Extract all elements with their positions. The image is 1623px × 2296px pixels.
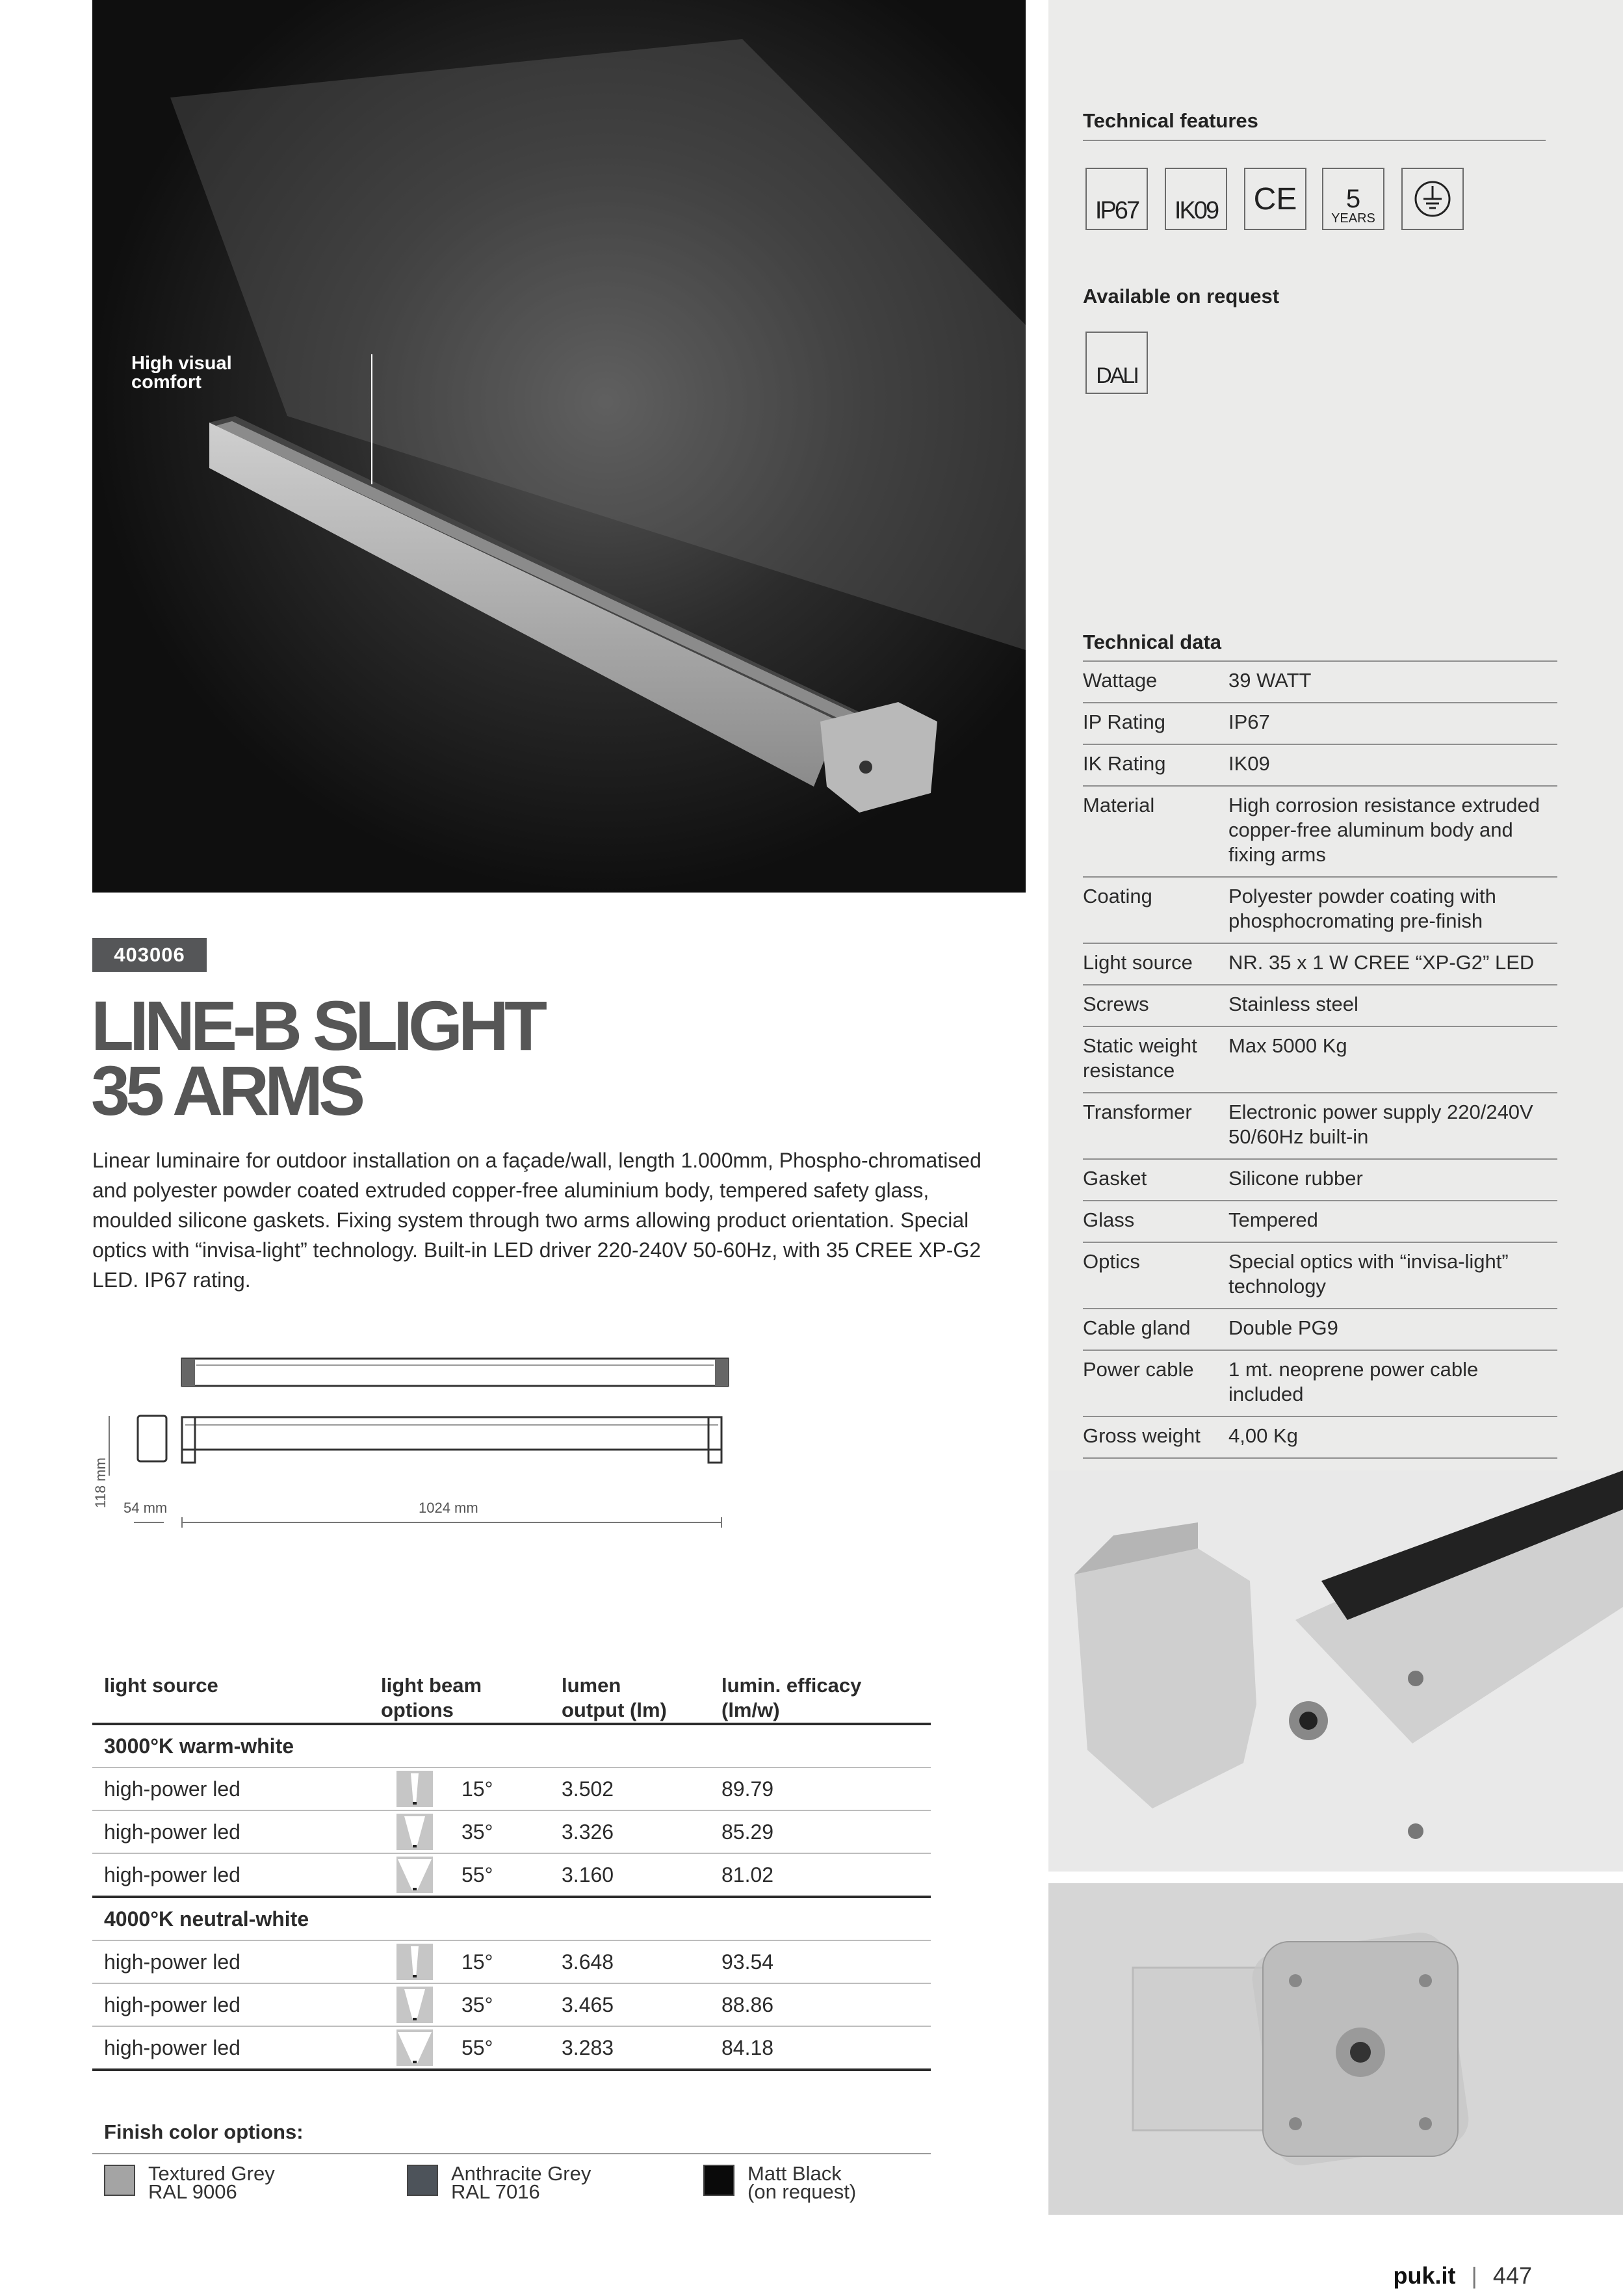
color-swatch (104, 2165, 135, 2196)
product-title-line2: 35 ARMS (91, 1051, 361, 1130)
detail-photo-end-cap (1048, 1470, 1623, 1872)
tech-row-screws: Screws Stainless steel (1083, 984, 1557, 1026)
hero-photo (92, 0, 1026, 893)
technical-features-title: Technical features (1083, 109, 1258, 132)
tech-row-wattage: Wattage 39 WATT (1083, 660, 1557, 702)
height-dimension (90, 1450, 116, 1508)
tech-row-gasket: Gasket Silicone rubber (1083, 1158, 1557, 1200)
group-row: 4000°K neutral-white (92, 1898, 931, 1941)
available-on-request-title: Available on request (1083, 285, 1280, 307)
tech-row-optics: Optics Special optics with “invisa-light” technology (1083, 1242, 1557, 1308)
dali-icon: DALI (1085, 332, 1148, 394)
product-description: Linear luminaire for outdoor installation on a façade/wall, length 1.000mm, Phospho-chromatised and polyester powder coated extruded copper-free aluminium body, tempered safety glass, moulded silicone gaskets. Fixing system through two arms allowing product orientation. Special optics with “invisa-light” technology. Built-in LED driver 220-240V 50-60Hz, with 35 CREE XP-G2 LED. IP67 rating. (92, 1149, 981, 1292)
tech-row-cable-gland: Cable gland Double PG9 (1083, 1308, 1557, 1350)
wide-beam-icon (396, 1857, 433, 1893)
page-footer (1394, 2262, 1532, 2289)
finish-option-matt-black: Matt Black (on request) (703, 2165, 856, 2201)
color-swatch (407, 2165, 438, 2196)
ce-mark-icon: CE (1244, 168, 1306, 230)
ip67-icon: IP67 (1085, 168, 1148, 230)
tech-row-static-weight: Static weight resistance Max 5000 Kg (1083, 1026, 1557, 1092)
page-number: 447 (1492, 2262, 1532, 2289)
footer-separator: | (1471, 2262, 1477, 2289)
warranty-icon: 5 YEARS (1322, 168, 1384, 230)
tech-row-power-cable: Power cable 1 mt. neoprene power cable included (1083, 1350, 1557, 1416)
group-row: 3000°K warm-white (92, 1725, 931, 1768)
features-divider (1083, 140, 1546, 141)
table-row: high-power led 55° 3.283 84.18 (92, 2027, 931, 2071)
table-row: high-power led 15° 3.502 89.79 (92, 1768, 931, 1811)
finish-option-anthracite-grey: Anthracite Grey RAL 7016 (407, 2165, 591, 2201)
product-title-line1: LINE-B SLIGHT (91, 986, 543, 1065)
color-swatch (703, 2165, 734, 2196)
light-beam-table (92, 1665, 931, 2071)
tech-row-ik-rating: IK Rating IK09 (1083, 744, 1557, 785)
tech-row-gross-weight: Gross weight 4,00 Kg (1083, 1416, 1557, 1459)
finish-option-textured-grey: Textured Grey RAL 9006 (104, 2165, 275, 2201)
table-row: high-power led 35° 3.465 88.86 (92, 1984, 931, 2027)
medium-beam-icon (396, 1987, 433, 2023)
ground-icon (1401, 168, 1464, 230)
tech-row-light-source: Light source NR. 35 x 1 W CREE “XP-G2” LED (1083, 943, 1557, 984)
medium-beam-icon (396, 1814, 433, 1850)
table-row: high-power led 55° 3.160 81.02 (92, 1854, 931, 1898)
height-dimension-label: 118 mm (92, 1457, 109, 1508)
technical-data-title: Technical data (1083, 631, 1222, 653)
product-code-badge: 403006 (92, 938, 207, 972)
table-row: high-power led 35° 3.326 85.29 (92, 1811, 931, 1854)
finish-title: Finish color options: (104, 2120, 304, 2143)
dimension-drawing (78, 1346, 741, 1541)
product-title (91, 986, 543, 1130)
site-label: puk.it (1393, 2262, 1456, 2289)
tech-row-material: Material High corrosion resistance extruded copper-free aluminum body and fixing arms (1083, 785, 1557, 876)
narrow-beam-icon (396, 1944, 433, 1980)
ik09-icon: IK09 (1165, 168, 1227, 230)
table-row: high-power led 15° 3.648 93.54 (92, 1941, 931, 1984)
tech-row-transformer: Transformer Electronic power supply 220/240V 50/60Hz built-in (1083, 1092, 1557, 1158)
wide-beam-icon (396, 2029, 433, 2066)
width-dimension-label: 54 mm (123, 1500, 168, 1516)
finish-divider (92, 2153, 931, 2154)
tech-row-ip-rating: IP Rating IP67 (1083, 702, 1557, 744)
tech-row-coating: Coating Polyester powder coating with phosphocromating pre-finish (1083, 876, 1557, 943)
hero-annotation: High visual comfort (131, 353, 232, 393)
narrow-beam-icon (396, 1771, 433, 1807)
table-header: light source light beam options lumen output (lm) lumin. efficacy (lm/w) (92, 1665, 931, 1725)
length-dimension-label: 1024 mm (419, 1500, 478, 1516)
tech-row-glass: Glass Tempered (1083, 1200, 1557, 1242)
detail-photo-arm-rotation (1048, 1883, 1623, 2215)
technical-data-table (1083, 631, 1557, 1459)
